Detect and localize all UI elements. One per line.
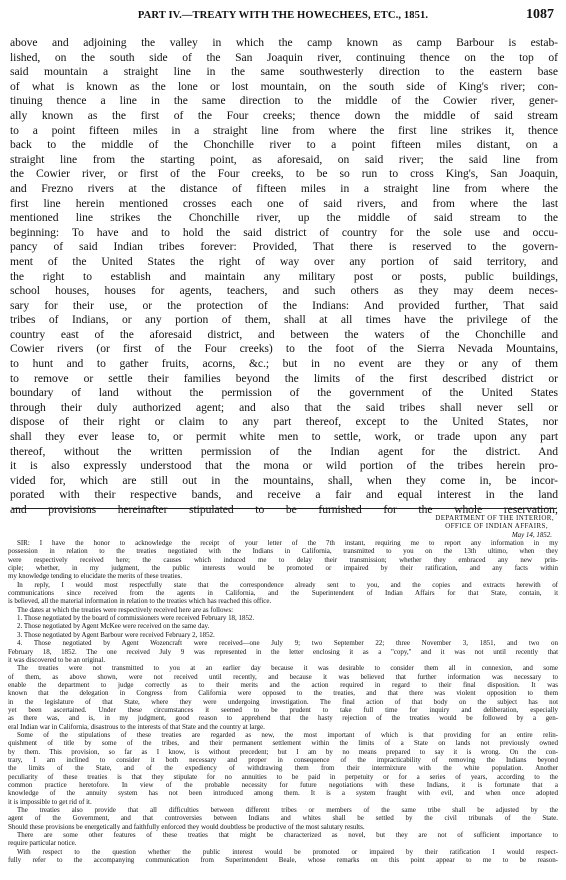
letter-line: it was discovered to be an original.: [8, 655, 106, 664]
letter-line: Should these provisions be energetically and faithfully enforced they would doubtless be productive of the most salutary results.: [8, 822, 365, 831]
body-line: mentioned line strikes the Chonchille river, up the middle of said stream to the: [10, 211, 558, 225]
page-number: 1087: [526, 7, 554, 22]
body-line: to a point fifteen miles in a straight line from where the first line strikes it, thence: [10, 123, 558, 137]
body-line: ally known as the first of the Four creeks; thence down the middle of said stream: [10, 108, 558, 122]
body-line: first line herein mentioned crosses each one of said rivers, and from where the last: [10, 196, 558, 210]
letter-line: were respectively received here; the causes which induced me to delay their transmission; whether they embraced any new prin-: [8, 555, 558, 564]
body-line: sary for their use, or the protection of the Indians: And provided further, That said: [10, 298, 558, 312]
letter-line: enable the department to judge correctly as to their merits and the action required in regard to their final disposition. It was: [8, 680, 558, 689]
body-line: through their duly authorized agent; and also that the said tribes shall never sell or: [10, 400, 558, 414]
letter-line: eral Indian war in California, disastrous to the interests of that State and the country at large.: [8, 722, 265, 731]
running-title: PART IV.—TREATY WITH THE HOWECHEES, ETC., 1851.: [137, 10, 429, 21]
letter-line: ciple; whether, in my judgment, the public interests would be promoted or impaired by their ratification, and any facts within: [8, 564, 558, 573]
letter-line: the limits of the State, and of the expediency of withdrawing them from their intermixture with the white population. Another: [8, 764, 558, 773]
letter-line: of them, as above shown, were not received until recently, and because it was believed that further information was necessary to: [8, 672, 558, 681]
letter-line: by them. This provision, so far as I know, is without precedent; but I am by no means prepared to say it is wrong. On the con-: [8, 747, 558, 756]
body-line: straight line from the starting point, as aforesaid, on said river; the said line from: [10, 152, 558, 166]
letter-line: 4. Those negotiated by Agent Wozencraft were received—one July 9; two September 22; three November 3, 1851, and two on: [17, 639, 558, 648]
body-line: of what is known as the lone or lost mountain, on the south side of King's river; con-: [10, 79, 558, 93]
letter-line: my knowledge tending to elucidate the merits of these treaties.: [8, 572, 183, 581]
letter-line: yet been ascertained. Under these circumstances it seemed to be prudent to take full time for inquiry and deliberation, especially: [8, 705, 558, 714]
body-line: shall they ever lease to, or permit white men to settle, work, or trade upon any part: [10, 430, 558, 444]
letter-line: knowledge of the annuity system has not been introduced among them. It is a system fraught with evil, and when once adopted: [8, 789, 558, 798]
letter-line: With respect to the question whether the public interest would be promoted or impaired by their ratification I would respect-: [17, 847, 558, 856]
footnote-letter: [8, 514, 558, 864]
body-line: above and adjoining the valley in which the camp known as camp Barbour is estab-: [10, 36, 558, 49]
letter-line: it is impossible to get rid of it.: [8, 797, 92, 806]
letter-line: SIR: I have the honor to acknowledge the receipt of your letter of the 7th instant, requiring me to report any information in my: [17, 539, 558, 548]
body-line: pancy of said Indian tribes forever: Provided, That there is reserved to the govern-: [10, 240, 558, 254]
letter-line: 1. Those negotiated by the board of commissioners were received February 18, 1852.: [17, 614, 255, 623]
body-line: it is also expressly understood that the mona or wild portion of the tribes herein pro-: [10, 459, 558, 473]
treaty-body-text: [10, 36, 558, 518]
body-line: ment of the United States the right of way over any portion of said territory, and: [10, 254, 558, 268]
letter-line: In reply, I would most respectfully state that the correspondence already sent to you, and the copies and extracts herewith of: [17, 580, 558, 589]
letter-line: require particular notice.: [8, 839, 77, 848]
body-line: and provisions hereinafter stipulated to be furnished for the whole reservation;: [10, 503, 558, 516]
letter-line: as there was, and is, in my judgment, good reason to apprehend that the hasty rejection of the treaties would be followed by a gen-: [8, 714, 558, 723]
letter-department: DEPARTMENT OF THE INTERIOR,: [435, 514, 554, 522]
letter-line: known that the delegation in Congress from California were opposed to the treaties, and that there was violent opposition to them: [8, 689, 558, 698]
body-line: the right to establish and maintain any military post or posts, public buildings,: [10, 269, 558, 283]
body-line: boundary of land without the permission of the government of the United States: [10, 386, 558, 400]
letter-line: February 18, 1852. The one received July 9 was represented in the letter enclosing it as a "copy," and it was not until recently that: [8, 647, 558, 656]
letter-line: communications since received from the agents in California, and the Superintendent of Indian Affairs for that State, contain, it: [8, 589, 558, 598]
letter-line: possession in relation to the treaties negotiated with the Indians in California, transmitted to you on the 13th ultimo, when they: [8, 547, 558, 556]
body-line: said mountain a straight line in the same southwesterly direction to the eastern base: [10, 65, 558, 79]
letter-heading: [8, 514, 558, 539]
letter-line: is believed, all the material information in relation to the treaties which has reached this office.: [8, 597, 272, 606]
letter-date: May 14, 1852.: [511, 530, 552, 539]
letter-line: peculiarity of these treaties is that they stipulate for no annuities to be paid in perpetuity or for a series of years, according to the: [8, 772, 558, 781]
body-line: country east of the aforesaid district, and between the waters of the Chonchille and: [10, 327, 558, 341]
letter-line: There are some other features of these treaties that might be characterized as novel, but they are not of sufficient importance to: [17, 831, 558, 840]
body-line: the Cowier river, or first of the Four creeks, to be so run to cross King's, San Joaquin,: [10, 167, 558, 181]
body-line: back to the middle of the Chonchille river to a point fifteen miles distant, on a: [10, 138, 558, 152]
body-line: school houses, houses for agents, teachers, and such others as they may deem neces-: [10, 284, 558, 298]
body-line: lished, on the south side of the San Joaquin river, continuing thence on the top of: [10, 50, 558, 64]
letter-line: quishment of title by some of the tribes, and their permanent settlement within the limits of a State on lands not previously owned: [8, 739, 558, 748]
letter-line: fully refer to the accompanying communication from Superintendent Beale, whose remarks on this point appear to me to be reason-: [8, 856, 558, 865]
body-line: vided for, which are still out in the mountains, shall, when they come in, be incor-: [10, 473, 558, 487]
letter-line: agent of the Government, and that controversies between Indians and whites shall be settled by the civil tribunals of the State.: [8, 814, 558, 823]
body-line: porated with their respective bands, and receive a fair and equal interest in the land: [10, 488, 558, 502]
letter-line: Some of the stipulations of these treaties are regarded as new, the most important of which is that providing for an entire relin-: [17, 730, 558, 739]
letter-line: 2. Those negotiated by Agent McKee were received on the same day.: [17, 622, 210, 631]
body-line: dispose of their right or claim to any part thereof, except to the United States, nor: [10, 415, 558, 429]
letter-line: The treaties also provide that all difficulties between different tribes or members of the same tribe shall be adjusted by the: [17, 806, 558, 815]
letter-body: [8, 539, 558, 864]
body-line: Cowier rivers (or first of the Four creeks) to the foot of the Sierra Nevada Mountains,: [10, 342, 558, 356]
letter-office: OFFICE OF INDIAN AFFAIRS,: [445, 522, 548, 531]
body-line: and Frezno rivers at the distance of fifteen miles in a straight line from where the: [10, 181, 558, 195]
letter-line: The dates at which the treaties were respectively received here are as follows:: [17, 605, 234, 614]
letter-line: in the legislature of that State, where they were undergoing investigation. The final action of that body on the subject has not: [8, 697, 558, 706]
letter-line: trary, I am inclined to consider it both necessary and proper in consequence of the impracticability of removing the Indians beyond: [8, 755, 558, 764]
body-line: tinuing thence a line in the same direction to the middle of the Cowier river, gener-: [10, 94, 558, 108]
letter-line: 3. Those negotiated by Agent Barbour were received February 2, 1852.: [17, 630, 215, 639]
body-line: tribes of Indians, or any portion of them, shall at all times have the privilege of the: [10, 313, 558, 327]
body-line: beginning: To have and to hold the said district of country for the sole use and occu-: [10, 225, 558, 239]
body-line: to hunt and to gather fruits, acorns, &c.; but in no event are they or any of them: [10, 357, 558, 371]
body-line: to remove or settle their families beyond the limits of the first described district or: [10, 371, 558, 385]
running-head: [0, 6, 566, 26]
letter-line: common practice heretofore. In view of the probable necessity for future negotiations with these Indians, it is fortunate that a: [8, 781, 558, 789]
body-line: thereof, without the written permission of the Indian agent for the district. And: [10, 444, 558, 458]
letter-line: The treaties were not transmitted to you at an earlier day because it was desirable to consider them all in connexion, and some: [17, 664, 558, 673]
divider-rule: [12, 508, 556, 509]
